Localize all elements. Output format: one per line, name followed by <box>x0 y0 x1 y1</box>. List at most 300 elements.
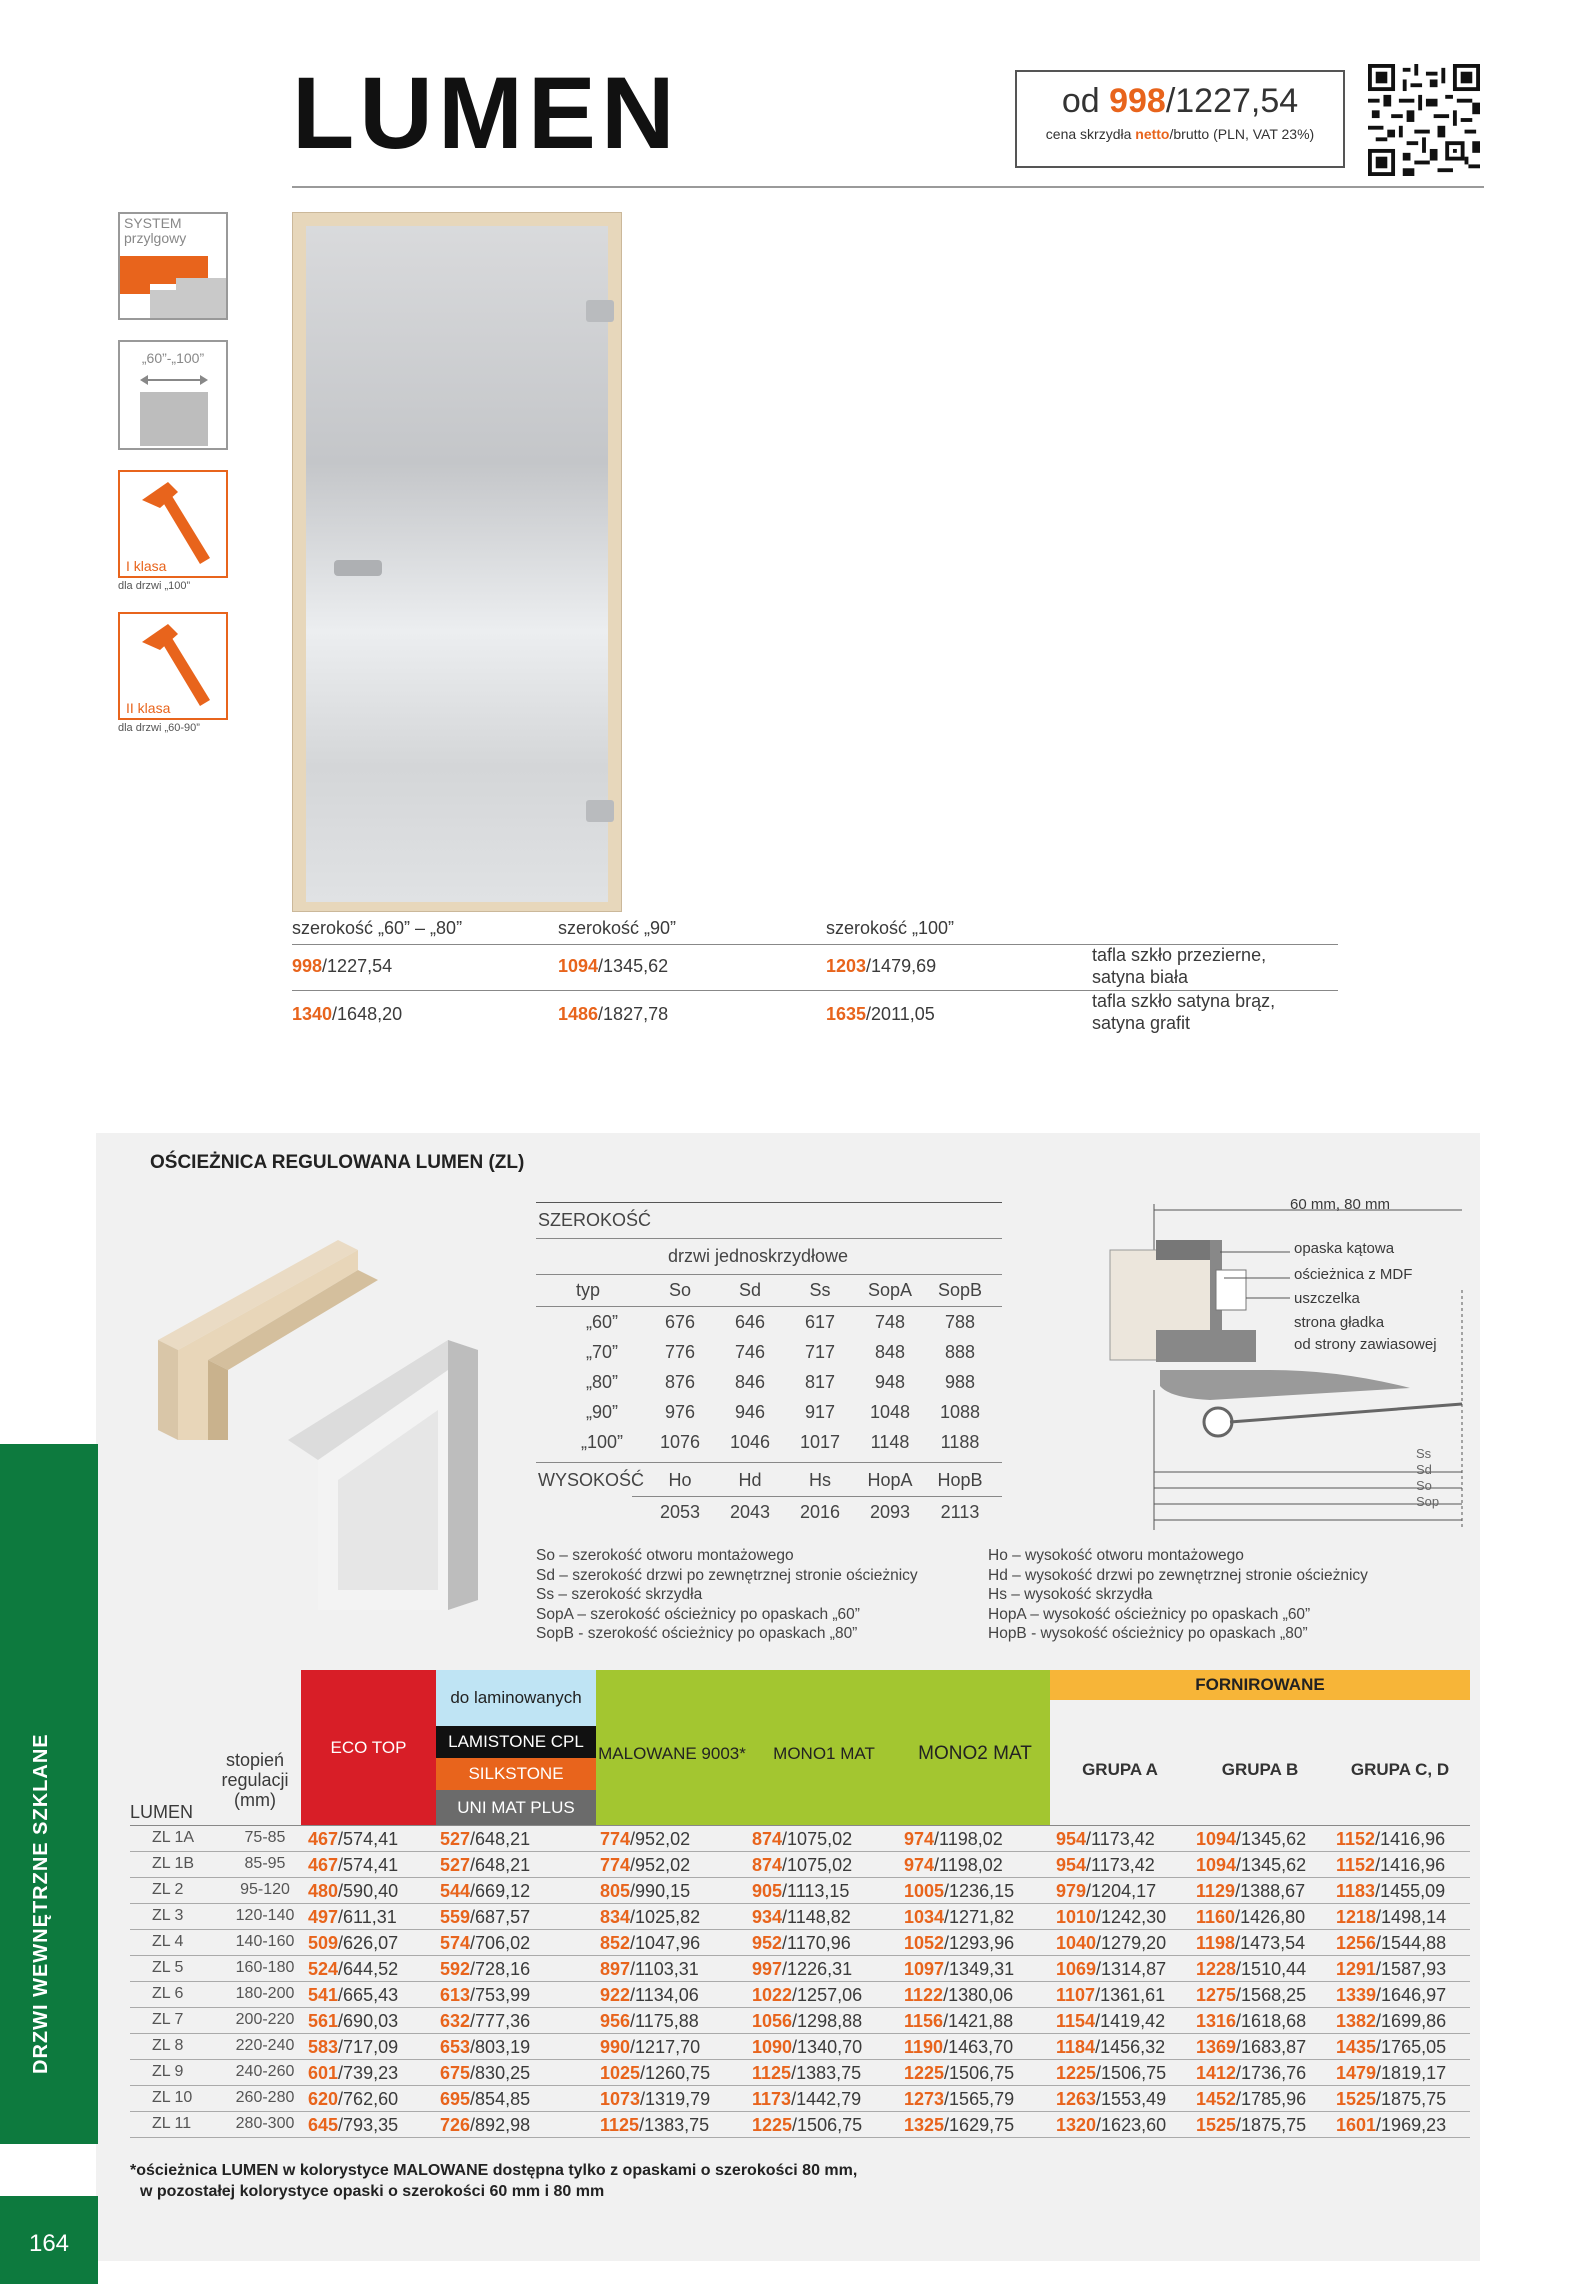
price-net: 695 <box>440 2089 471 2109</box>
price-gross: /762,60 <box>338 2089 399 2109</box>
dim-type: „90” <box>585 1402 618 1422</box>
price-gross: /648,21 <box>470 1855 531 1875</box>
price-net: 1452 <box>1196 2089 1237 2109</box>
qr-code-icon[interactable] <box>1368 64 1480 176</box>
dim-value: 1188 <box>940 1432 980 1452</box>
price-cell: /1827,78 <box>598 1004 669 1024</box>
price-net: 467 <box>308 1855 339 1875</box>
price-gross: /1388,67 <box>1235 1881 1306 1901</box>
legend-item: Ho – wysokość otworu montażowego <box>988 1547 1244 1564</box>
price-cell: 1486 <box>558 1004 599 1024</box>
price-cell <box>308 1829 398 1850</box>
table-row <box>130 2034 1470 2060</box>
price-net: 1090 <box>752 2037 793 2057</box>
price-cell: 1203 <box>826 956 867 976</box>
price-net: 645 <box>308 2115 339 2135</box>
price-header: szerokość „90” <box>558 918 677 938</box>
door-handle <box>334 560 382 576</box>
class1-box <box>118 470 228 578</box>
price-header: szerokość „60” – „80” <box>292 918 463 938</box>
price-gross: /1345,62 <box>1236 1829 1307 1849</box>
price-desc: tafla szkło satyna brąz, <box>1092 991 1276 1011</box>
price-net: 774 <box>600 1829 631 1849</box>
price-net: 1190 <box>904 2037 944 2057</box>
legend-item: Sd – szerokość drzwi po zewnętrznej stronie ościeżnicy <box>536 1566 918 1584</box>
price-cell <box>1196 1959 1306 1980</box>
price-cell <box>308 1985 398 2006</box>
price-gross: /1227,54 <box>1165 82 1299 120</box>
price-cell <box>440 1881 530 1902</box>
legend-item: HopB - wysokość ościeżnicy po opaskach „80” <box>988 1625 1308 1642</box>
price-net: 952 <box>752 1933 783 1953</box>
row-range: 85-95 <box>244 1855 286 1872</box>
price-cell <box>1056 2089 1166 2110</box>
price-cell <box>752 1829 852 1850</box>
diagram-dim-label: So <box>1416 1478 1432 1493</box>
price-gross: /1456,32 <box>1095 2037 1166 2057</box>
price-net: 1479 <box>1336 2063 1377 2083</box>
dim-value: 776 <box>664 1342 696 1362</box>
row-code: ZL 4 <box>152 1933 184 1950</box>
price-net: 922 <box>600 1985 631 2005</box>
price-gross: /990,15 <box>630 1881 691 1901</box>
page-number: 164 <box>28 2230 70 2257</box>
price-gross: /1587,93 <box>1376 1959 1447 1979</box>
price-cell <box>600 2089 710 2110</box>
col-header: Hs <box>809 1470 831 1490</box>
price-gross: /1319,79 <box>640 2089 711 2109</box>
footnote-line: w pozostałej kolorystyce opaski o szerokości 60 mm i 80 mm <box>140 2183 605 2200</box>
price-gross: /1455,09 <box>1375 1881 1446 1901</box>
diagram-label: ościeżnica z MDF <box>1294 1266 1413 1283</box>
price-cell <box>308 1933 398 1954</box>
price-cell <box>904 1933 1014 1954</box>
legend-item: SopA – szerokość ościeżnicy po opaskach „60” <box>536 1605 860 1623</box>
price-net: 990 <box>600 2037 631 2057</box>
price-net: 726 <box>440 2115 471 2135</box>
row-code: ZL 3 <box>152 1907 184 1924</box>
price-cell <box>1336 1985 1446 2006</box>
dimensions-table <box>536 1198 1002 1528</box>
height-value: 2113 <box>940 1502 980 1522</box>
row-range: 220-240 <box>235 2037 295 2054</box>
price-cell <box>440 1959 530 1980</box>
footnote <box>130 2160 857 2202</box>
price-gross: /1875,75 <box>1236 2115 1307 2135</box>
price-cell <box>1336 2011 1446 2032</box>
dim-value: 846 <box>734 1372 766 1392</box>
price-prefix: od <box>1061 82 1110 120</box>
price-gross: /1279,20 <box>1096 1933 1167 1953</box>
price-net: 1160 <box>1196 1907 1236 1927</box>
price-cell <box>904 2011 1013 2032</box>
price-cell <box>1056 1959 1166 1980</box>
dim-type: „100” <box>580 1432 624 1452</box>
table-row <box>130 1956 1470 1982</box>
price-gross: /1380,06 <box>943 1985 1014 2005</box>
dim-value: 788 <box>944 1312 976 1332</box>
price-net: 601 <box>308 2063 339 2083</box>
price-net: 998 <box>1109 82 1166 120</box>
price-net: 574 <box>440 1933 471 1953</box>
price-net: 675 <box>440 2063 471 2083</box>
price-cell <box>1196 1829 1306 1850</box>
price-gross: /1416,96 <box>1375 1855 1446 1875</box>
table-row <box>130 1826 1470 1852</box>
price-cell <box>752 1959 852 1980</box>
dim-type: „60” <box>585 1312 618 1332</box>
price-cell <box>600 2011 699 2032</box>
price-net: 1382 <box>1336 2011 1377 2031</box>
single-door-label: drzwi jednoskrzydłowe <box>668 1246 849 1266</box>
price-gross: /952,02 <box>630 1829 691 1849</box>
diagram-label: od strony zawiasowej <box>1294 1336 1437 1353</box>
price-net: 1225 <box>904 2063 945 2083</box>
price-net: 544 <box>440 1881 471 1901</box>
price-cell <box>904 1881 1014 1902</box>
row-code: ZL 10 <box>152 2089 193 2106</box>
price-gross: /706,02 <box>470 1933 531 1953</box>
price-gross: /1510,44 <box>1236 1959 1307 1979</box>
price-net: 1069 <box>1056 1959 1097 1979</box>
price-cell <box>904 2115 1014 2136</box>
table-row <box>130 1852 1470 1878</box>
price-cell <box>1336 1855 1445 1876</box>
price-cell <box>308 1881 398 1902</box>
dim-value: 1076 <box>659 1432 701 1452</box>
price-gross: /648,21 <box>470 1829 531 1849</box>
price-net: 1156 <box>904 2011 944 2031</box>
mono1-header: MONO1 MAT <box>773 1744 875 1763</box>
frame-price-table <box>130 1670 1470 2150</box>
price-cell <box>600 1881 690 1902</box>
price-net: 653 <box>440 2037 471 2057</box>
price-cell: 998 <box>292 956 323 976</box>
price-cell: /1479,69 <box>866 956 937 976</box>
price-gross: /1260,75 <box>640 2063 711 2083</box>
price-net: 1152 <box>1336 1855 1376 1875</box>
diagram-dim-label: Sop <box>1416 1494 1440 1509</box>
price-gross: /590,40 <box>338 1881 399 1901</box>
page-title: LUMEN <box>292 56 680 170</box>
dim-value: 646 <box>734 1312 766 1332</box>
price-cell <box>440 1933 530 1954</box>
dim-value: 1017 <box>799 1432 841 1452</box>
price-net: 805 <box>600 1881 631 1901</box>
price-net: 1152 <box>1336 1829 1376 1849</box>
price-box <box>1015 70 1345 168</box>
price-cell <box>1196 2011 1306 2032</box>
price-gross: /1623,60 <box>1096 2115 1167 2135</box>
legend-item: HopA – wysokość ościeżnicy po opaskach „60” <box>988 1605 1311 1623</box>
price-cell <box>1056 1933 1166 1954</box>
legend-right <box>988 1546 1368 1644</box>
price-cell <box>440 1829 530 1850</box>
price-gross: /753,99 <box>470 1985 531 2005</box>
price-cell <box>600 2037 700 2058</box>
price-cell <box>1056 2037 1165 2058</box>
dim-value: 1048 <box>869 1402 911 1422</box>
price-gross: /1565,79 <box>944 2089 1015 2109</box>
row-code: ZL 9 <box>152 2063 184 2080</box>
row-code: ZL 1B <box>152 1855 195 1872</box>
price-gross: /1618,68 <box>1236 2011 1307 2031</box>
price-net: 1154 <box>1056 2011 1096 2031</box>
price-cell <box>1336 1959 1446 1980</box>
price-net: 974 <box>904 1855 935 1875</box>
dim-value: 746 <box>734 1342 766 1362</box>
price-cell <box>308 1959 398 1980</box>
row-range: 280-300 <box>235 2115 295 2132</box>
price-gross: /1421,88 <box>943 2011 1014 2031</box>
price-desc: tafla szkło przezierne, <box>1092 945 1267 965</box>
rebate-system-icon <box>120 256 226 318</box>
bottom-hinge <box>586 800 614 822</box>
price-gross: /690,03 <box>338 2011 399 2031</box>
col-header: Ss <box>809 1280 831 1300</box>
row-code: ZL 8 <box>152 2037 184 2054</box>
price-gross: /1736,76 <box>1236 2063 1307 2083</box>
table-row <box>130 1904 1470 1930</box>
price-net: 1125 <box>600 2115 640 2135</box>
price-gross: /1875,75 <box>1376 2089 1447 2109</box>
price-cell <box>308 1855 398 1876</box>
price-cell <box>1196 1855 1306 1876</box>
price-net: 1184 <box>1056 2037 1096 2057</box>
height-value: 2016 <box>799 1502 841 1522</box>
table-row <box>130 2112 1470 2138</box>
price-net: 1325 <box>904 2115 945 2135</box>
dim-value: 888 <box>944 1342 976 1362</box>
price-net: 1316 <box>1196 2011 1237 2031</box>
price-gross: /574,41 <box>338 1855 399 1875</box>
price-cell <box>1196 1985 1306 2006</box>
price-cell <box>1336 2089 1446 2110</box>
dim-value: 848 <box>874 1342 906 1362</box>
dim-value: 946 <box>734 1402 766 1422</box>
price-net: 1225 <box>752 2115 793 2135</box>
price-net: 583 <box>308 2037 339 2057</box>
price-gross: /1442,79 <box>791 2089 862 2109</box>
row-code: ZL 6 <box>152 1985 184 2002</box>
cross-section-diagram <box>1100 1190 1470 1540</box>
price-gross: /1383,75 <box>791 2063 862 2083</box>
row-range: 180-200 <box>235 1985 295 2002</box>
price-gross: /1361,61 <box>1095 1985 1166 2005</box>
price-net: 527 <box>440 1855 471 1875</box>
price-net: 1435 <box>1336 2037 1377 2057</box>
price-gross: /1236,15 <box>944 1881 1015 1901</box>
price-net: 1256 <box>1336 1933 1377 1953</box>
price-cell <box>600 1959 699 1980</box>
price-gross: /1683,87 <box>1236 2037 1307 2057</box>
price-cell <box>1056 1881 1156 1902</box>
lumen-header: LUMEN <box>130 1802 194 1822</box>
price-cell <box>1056 1907 1166 1928</box>
price-net: 497 <box>308 1907 339 1927</box>
price-cell <box>1336 2037 1446 2058</box>
price-gross: /1175,88 <box>630 2011 699 2031</box>
price-net: 1122 <box>904 1985 944 2005</box>
price-cell <box>752 1881 849 1902</box>
price-net: 527 <box>440 1829 471 1849</box>
price-cell <box>600 1855 690 1876</box>
price-gross: /1506,75 <box>792 2115 863 2135</box>
grupa-cd-header: GRUPA C, D <box>1350 1760 1450 1779</box>
price-net: 1107 <box>1056 1985 1096 2005</box>
price-cell <box>308 2037 398 2058</box>
legend-item: Hs – wysokość skrzydła <box>988 1586 1153 1603</box>
price-net: 1052 <box>904 1933 945 1953</box>
price-gross: /1173,42 <box>1086 1829 1155 1849</box>
price-cell <box>752 1907 851 1928</box>
price-gross: /1544,88 <box>1376 1933 1447 1953</box>
col-header: So <box>668 1280 692 1300</box>
price-gross: /1226,31 <box>782 1959 853 1979</box>
price-gross: /1113,15 <box>782 1881 850 1901</box>
price-net: 974 <box>904 1829 935 1849</box>
price-gross: /952,02 <box>630 1855 691 1875</box>
price-cell <box>600 1985 699 2006</box>
mono2-header: MONO2 MAT <box>918 1743 1032 1764</box>
price-net: 852 <box>600 1933 631 1953</box>
price-net: 592 <box>440 1959 471 1979</box>
table-row <box>130 2060 1470 2086</box>
grupa-a-header: GRUPA A <box>1082 1760 1158 1779</box>
price-gross: /830,25 <box>470 2063 531 2083</box>
hammer-icon <box>134 620 214 708</box>
price-net: 979 <box>1056 1881 1087 1901</box>
price-net: 874 <box>752 1829 783 1849</box>
price-net: 1183 <box>1336 1881 1376 1901</box>
price-net: 480 <box>308 1881 339 1901</box>
col-header: HopA <box>867 1470 913 1490</box>
price-gross: /1298,88 <box>792 2011 863 2031</box>
footnote-line: *ościeżnica LUMEN w kolorystyce MALOWANE dostępna tylko z opaskami o szerokości 80 mm, <box>130 2162 858 2179</box>
height-value: 2093 <box>869 1502 911 1522</box>
price-cell <box>904 2089 1014 2110</box>
price-cell <box>904 1907 1014 1928</box>
price-cell <box>1056 2063 1166 2084</box>
price-net: 541 <box>308 1985 339 2005</box>
row-range: 160-180 <box>235 1959 295 1976</box>
price-gross: /1134,06 <box>630 1985 699 2005</box>
price-net: 934 <box>752 1907 783 1927</box>
price-net: 774 <box>600 1855 631 1875</box>
price-cell <box>1336 1881 1445 1902</box>
price-net: 561 <box>308 2011 339 2031</box>
col-header: Sd <box>738 1280 762 1300</box>
price-net: 1225 <box>1056 2063 1097 2083</box>
price-gross: /717,09 <box>338 2037 399 2057</box>
table-row <box>130 1878 1470 1904</box>
class1-sub: dla drzwi „100” <box>118 580 191 592</box>
price-gross: /793,35 <box>338 2115 399 2135</box>
price-cell: 1094 <box>558 956 599 976</box>
col-header: Ho <box>668 1470 692 1490</box>
price-gross: /1426,80 <box>1235 1907 1306 1927</box>
price-net: 613 <box>440 1985 471 2005</box>
price-gross: /777,36 <box>470 2011 531 2031</box>
price-cell <box>752 1855 852 1876</box>
price-net: 997 <box>752 1959 783 1979</box>
price-gross: /574,41 <box>338 1829 399 1849</box>
price-cell <box>308 1907 397 1928</box>
price-net: 1094 <box>1196 1855 1237 1875</box>
diagram-label: opaska kątowa <box>1294 1240 1395 1257</box>
price-net: 467 <box>308 1829 339 1849</box>
table-row <box>130 2086 1470 2112</box>
price-gross: /1506,75 <box>1096 2063 1167 2083</box>
height-heading: WYSOKOŚĆ <box>538 1470 645 1490</box>
price-net: 524 <box>308 1959 339 1979</box>
price-gross: /1553,49 <box>1096 2089 1167 2109</box>
price-cell <box>308 2115 398 2136</box>
legend-item: Ss – szerokość skrzydła <box>536 1586 703 1603</box>
price-net: 1218 <box>1336 1907 1377 1927</box>
price-net: 954 <box>1056 1829 1087 1849</box>
frame-3d-image <box>148 1230 488 1620</box>
price-cell <box>600 2063 710 2084</box>
laminated-header: do laminowanych <box>436 1670 596 1726</box>
price-net: 905 <box>752 1881 783 1901</box>
price-cell <box>600 1907 700 1928</box>
price-cell: /1648,20 <box>332 1004 403 1024</box>
price-cell <box>440 1985 530 2006</box>
price-gross: /1242,30 <box>1096 1907 1167 1927</box>
price-gross: /1340,70 <box>792 2037 863 2057</box>
price-gross: /687,57 <box>470 1907 531 1927</box>
section-sidebar <box>0 1444 98 2144</box>
price-gross: /1419,42 <box>1095 2011 1166 2031</box>
dim-value: 617 <box>804 1312 836 1332</box>
diagram-label: strona gładka <box>1294 1314 1385 1331</box>
price-gross: /1463,70 <box>943 2037 1014 2057</box>
price-gross: /1473,54 <box>1235 1933 1306 1953</box>
price-net: 1010 <box>1056 1907 1097 1927</box>
price-gross: /1646,97 <box>1376 1985 1447 2005</box>
row-range: 75-85 <box>244 1829 286 1846</box>
price-cell <box>1196 2115 1306 2136</box>
class2-sub: dla drzwi „60-90” <box>118 722 200 734</box>
price-net: 956 <box>600 2011 631 2031</box>
price-gross: /1629,75 <box>944 2115 1015 2135</box>
price-net: 1025 <box>600 2063 641 2083</box>
price-net: 1320 <box>1056 2115 1097 2135</box>
price-net: 1412 <box>1196 2063 1237 2083</box>
diagram-label: uszczelka <box>1294 1290 1360 1307</box>
price-gross: /1568,25 <box>1236 1985 1307 2005</box>
table-row <box>130 2008 1470 2034</box>
price-net: 1034 <box>904 1907 945 1927</box>
row-code: ZL 7 <box>152 2011 184 2028</box>
dim-value: 817 <box>804 1372 836 1392</box>
price-cell <box>440 2063 530 2084</box>
diagram-dim-label: Sd <box>1416 1462 1432 1477</box>
price-cell <box>904 1855 1003 1876</box>
price-gross: /1699,86 <box>1376 2011 1447 2031</box>
price-cell <box>308 2063 398 2084</box>
col-header: Hd <box>738 1470 762 1490</box>
price-gross: /854,85 <box>470 2089 531 2109</box>
dim-value: 948 <box>874 1372 906 1392</box>
price-cell <box>1336 1907 1446 1928</box>
price-cell <box>1336 2063 1446 2084</box>
price-cell <box>1196 1907 1305 1928</box>
row-range: 260-280 <box>235 2089 295 2106</box>
price-gross: /669,12 <box>470 1881 531 1901</box>
price-cell <box>440 2011 530 2032</box>
